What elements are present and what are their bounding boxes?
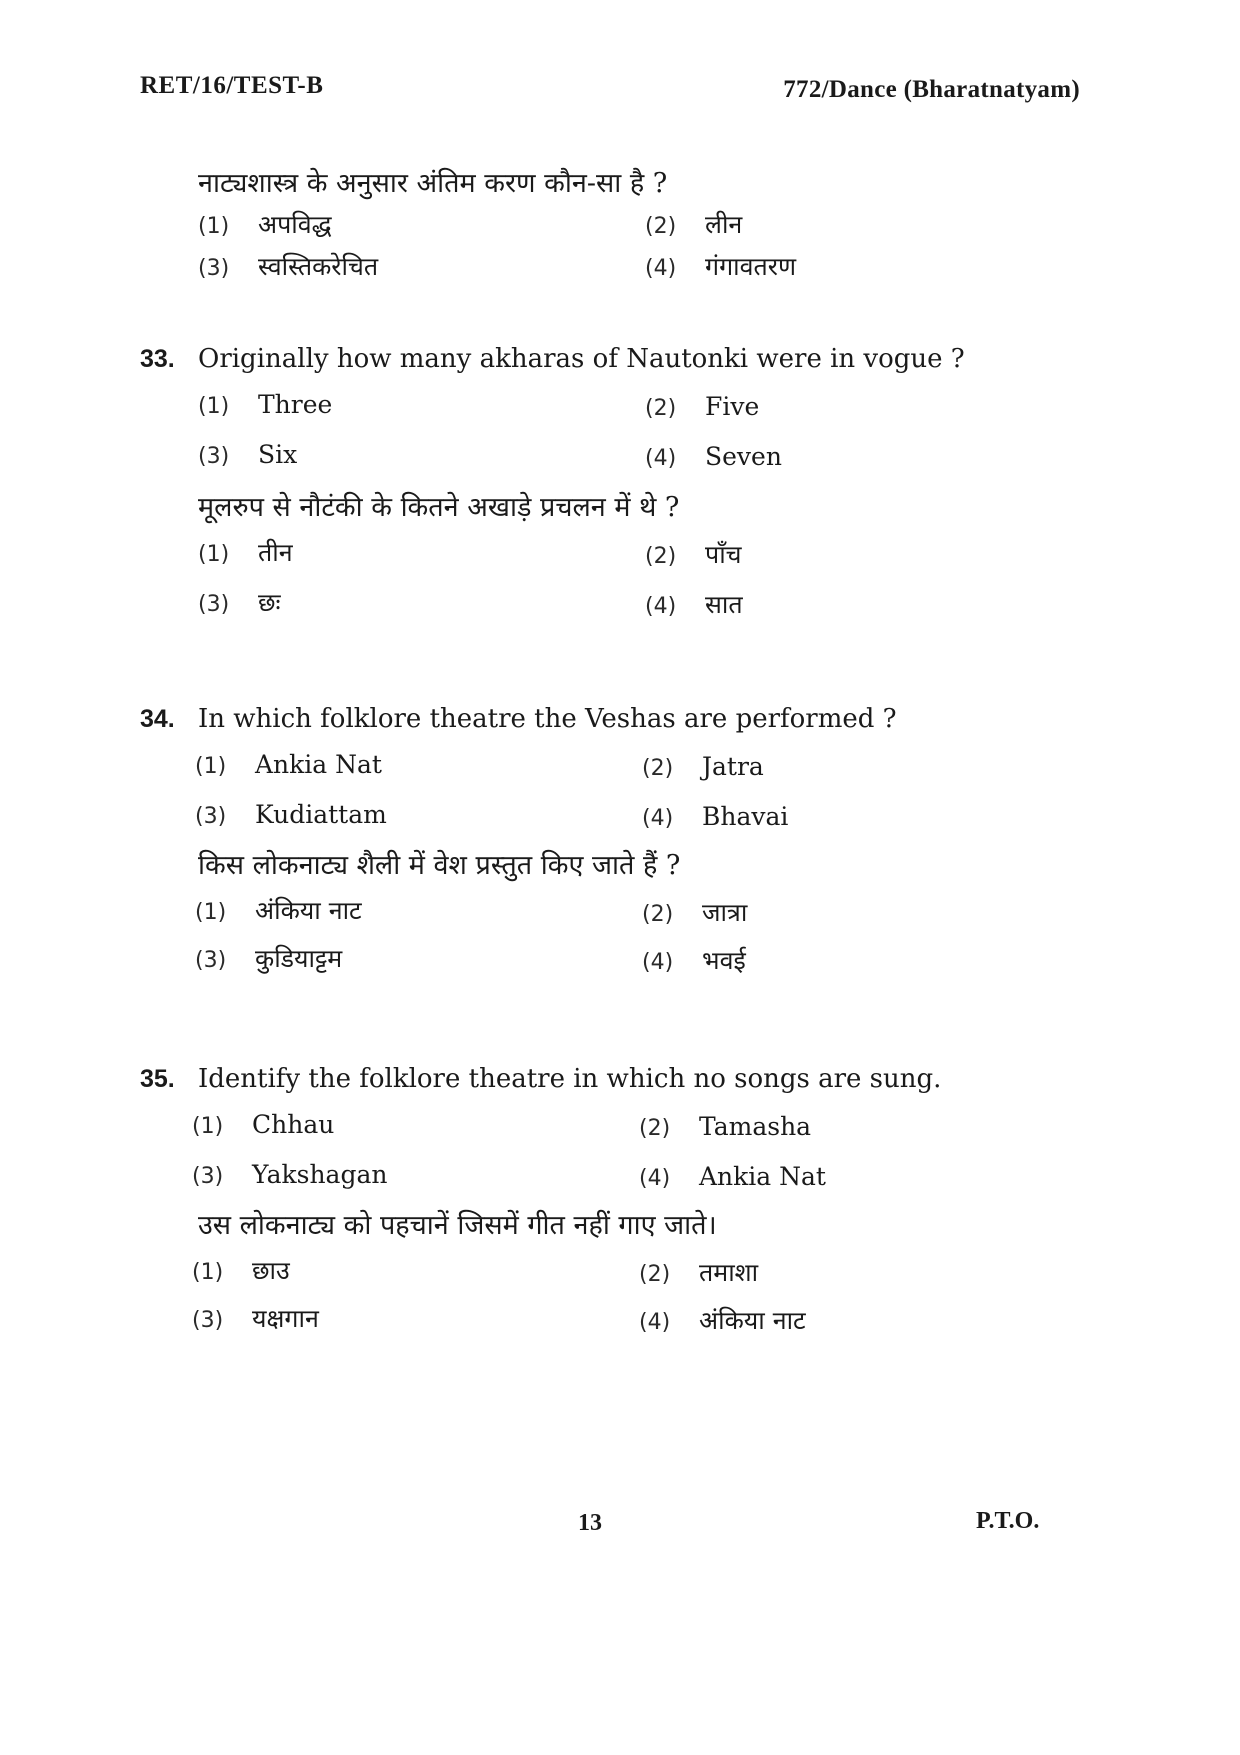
question-33-hindi-options [140, 526, 980, 630]
question-33-english: 33. Originally how many akharas of Nautonki were in vogue ? [140, 344, 965, 374]
paper-code: RET/16/TEST-B [140, 72, 324, 99]
option-2: (2) तमाशा [639, 1258, 759, 1287]
question-32-hindi-text: नाट्यशास्त्र के अनुसार अंतिम करण कौन-सा है ? [198, 168, 668, 199]
option-4: (4) Bhavai [642, 802, 789, 831]
option-1: (1) Ankia Nat [195, 750, 382, 779]
option-4: (4) Ankia Nat [639, 1162, 826, 1191]
question-34-hindi-options [140, 884, 980, 988]
question-34-english: 34. In which folklore theatre the Veshas are performed ? [140, 704, 897, 734]
option-2: (2) पाँच [645, 540, 742, 569]
option-1: (1) छाउ [192, 1256, 290, 1285]
subject-title: 772/Dance (Bharatnatyam) [783, 76, 1080, 103]
question-35 [140, 1062, 980, 1348]
option-1: (1) अपविद्ध [198, 210, 332, 239]
pto-label: P.T.O. [976, 1508, 1040, 1534]
question-34 [140, 702, 980, 988]
question-34-hindi-text: किस लोकनाट्य शैली में वेश प्रस्तुत किए जाते हैं ? [198, 850, 681, 881]
question-35-english: 35. Identify the folklore theatre in which no songs are sung. [140, 1064, 942, 1094]
question-33-hindi-text: मूलरुप से नौटंकी के कितने अखाड़े प्रचलन में थे ? [198, 492, 680, 523]
question-32-hindi-options [140, 202, 980, 286]
option-2: (2) Tamasha [639, 1112, 812, 1141]
option-4: (4) Seven [645, 442, 782, 471]
question-33-english-options [140, 376, 980, 480]
question-33 [140, 342, 980, 630]
question-35-hindi-options [140, 1244, 980, 1348]
option-3: (3) यक्षगान [192, 1304, 319, 1333]
question-34-english-options [140, 736, 980, 840]
option-1: (1) Three [198, 390, 333, 419]
question-35-hindi-text: उस लोकनाट्य को पहचानें जिसमें गीत नहीं गाए जाते। [198, 1210, 717, 1241]
option-4: (4) भवई [642, 946, 746, 975]
question-number: 34. [140, 705, 175, 733]
option-4: (4) अंकिया नाट [639, 1306, 806, 1335]
option-2: (2) लीन [645, 210, 743, 239]
option-3: (3) कुडियाट्टम [195, 944, 343, 973]
option-2: (2) Jatra [642, 752, 764, 781]
option-4: (4) सात [645, 590, 743, 619]
option-3: (3) Kudiattam [195, 800, 387, 829]
option-2: (2) Five [645, 392, 760, 421]
option-1: (1) अंकिया नाट [195, 896, 362, 925]
page-number: 13 [578, 1510, 602, 1536]
option-3: (3) छः [198, 588, 281, 617]
option-4: (4) गंगावतरण [645, 252, 797, 281]
question-32-hindi-block [140, 166, 980, 286]
option-3: (3) Yakshagan [192, 1160, 388, 1189]
option-3: (3) स्वस्तिकरेचित [198, 252, 379, 281]
option-3: (3) Six [198, 440, 298, 469]
option-2: (2) जात्रा [642, 898, 748, 927]
option-1: (1) Chhau [192, 1110, 335, 1139]
question-number: 33. [140, 345, 175, 373]
question-35-english-options [140, 1096, 980, 1200]
option-1: (1) तीन [198, 538, 293, 567]
question-number: 35. [140, 1065, 175, 1093]
